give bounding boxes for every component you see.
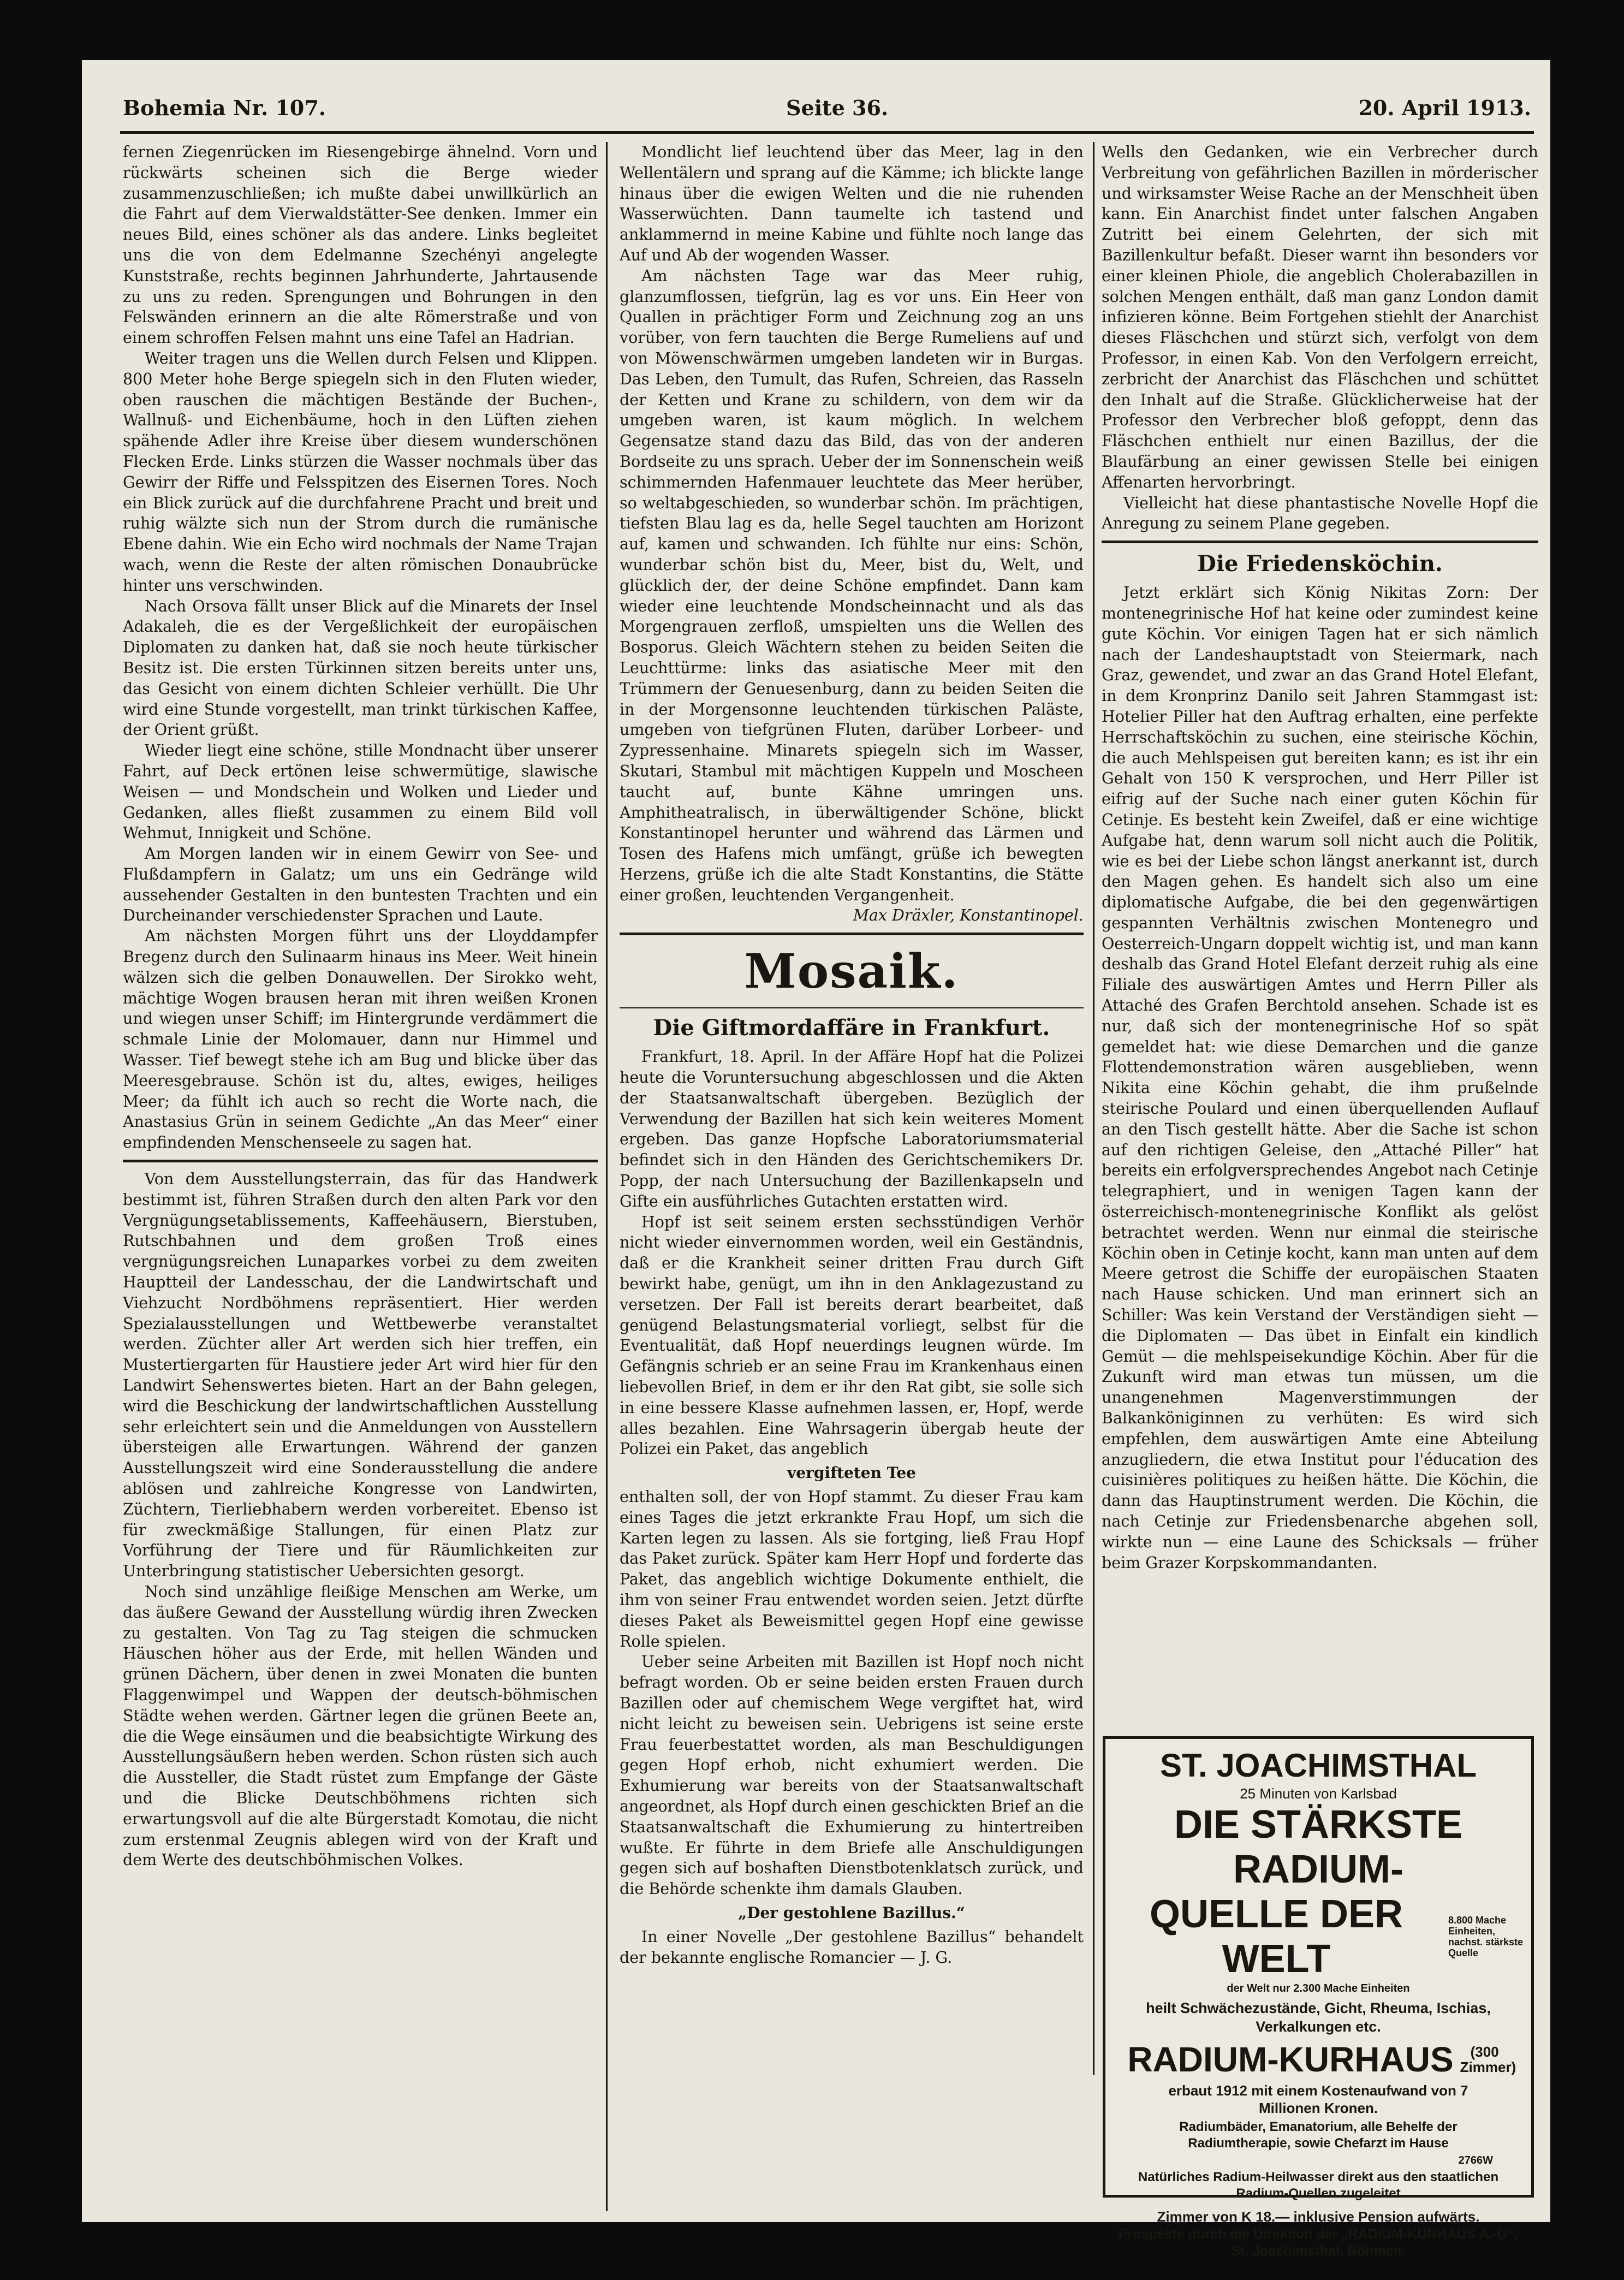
column-2 bbox=[620, 142, 1084, 1968]
ad-text: der Welt nur 2.300 Mache Einheiten bbox=[1227, 1982, 1410, 1994]
paragraph: enthalten soll, der von Hopf stammt. Zu dieser Frau kam eines Tages die jetzt erkrankte Frau Hopf, um sich die Karten legen zu lassen. Als sie fortging, ließ Frau Hopf das Paket zurück. Später kam Herr Hopf und forderte das Paket, das angeblich wichtige Dokumente enthielt, die ihm von seiner Frau entwendet worden seien. Jetzt dürfte dieses Paket als Beweismittel gegen Hopf eine gewisse Rolle spielen. bbox=[620, 1488, 1084, 1650]
header-rule bbox=[120, 131, 1534, 134]
column-rule-2 bbox=[1093, 142, 1094, 2075]
section-heading-mosaik: Mosaik. bbox=[744, 944, 959, 1000]
ad-note: 8.800 Mache Einheiten, nachst. stärkste Quelle bbox=[1448, 1915, 1524, 1958]
article-title: Die Giftmordaffäre in Frankfurt. bbox=[653, 1015, 1050, 1041]
ad-code: 2766W bbox=[1458, 2154, 1493, 2166]
ad-headline-2-row bbox=[1111, 1892, 1526, 1981]
ad-text: Radiumbäder, Emanatorium, alle Behelfe der Radiumtherapie, sowie Chefarzt im Hause bbox=[1179, 2119, 1458, 2151]
paragraph: fernen Ziegenrücken im Riesengebirge ähnelnd. Vorn und rückwärts scheinen sich die Berge wieder zusammenzuschließen; ich mußte dabei unwillkürlich an die Fahrt auf dem Vierwaldstätter-See denken. Immer ein neues Bild, eines schöner als das andere. Links begleitet uns die von dem Edelmanne Szechényi angelegte Kunststraße, rechts beginnen Jahrhunderte, Jahrtausende zu uns zu reden. Sprengungen und Bohrungen in den Felswänden erinnern an die alte Römerstraße und von einem schroffen Felsen mahnt uns eine Tafel an Hadrian. bbox=[123, 143, 598, 347]
paragraph: Von dem Ausstellungsterrain, das für das Handwerk bestimmt ist, führen Straßen durch den alten Park vor den Vergnügungsetablissements, Kaffeehäusern, Bierstuben, Rutschbahnen und dem großen Troß eines vergnügungsreichen Lunaparkes vorbei zu dem zweiten Hauptteil der Landesschau, der die Landwirtschaft und Viehzucht Nordböhmens repräsentiert. Hier werden Spezialausstellungen und Wettbewerbe veranstaltet werden. Züchter aller Art werden sich hier treffen, ein Mustertiergarten für Haustiere jeder Art wird hier für den Landwirt Sehenswertes bieten. Hart an der Bahn gelegen, wird die Beschickung der landwirtschaftlichen Ausstellung sehr erleichtert sein und die Anmeldungen von Ausstellern übersteigen alle Erwartungen. Während der ganzen Ausstellungszeit wird eine Sonderausstellung die andere ablösen und zahlreiche Kongresse von Landwirten, Züchtern, Tierliebhabern werden vorbereitet. Ebenso ist für zweckmäßige Stallungen, für einen Platz zur Vorführung der Tiere und für Räumlichkeiten zur Unterbringung statistischer Uebersichten gesorgt. bbox=[123, 1170, 598, 1581]
paragraph: Ueber seine Arbeiten mit Bazillen ist Hopf noch nicht befragt worden. Ob er seine beiden ersten Frauen durch Bazillen oder auf chemischem Wege vergiftet hat, wird nicht leicht zu beweisen sein. Uebrigens ist seine erste Frau feuerbestattet worden, als man Beschuldigungen gegen Hopf erhob, nicht exhumiert werden. Die Exhumierung war bereits von der Staatsanwaltschaft angeordnet, als Hopf durch einen geschickten Brief an die Staatsanwaltschaft die Exhumierung zu hintertreiben wußte. Er führte in dem Briefe alle Anschuldigungen gegen sich auf boshaften Dienstbotenklatsch zurück, und die Behörde schenkte ihm damals Glauben. bbox=[620, 1653, 1084, 1898]
section-rule bbox=[1102, 541, 1538, 543]
paragraph: Am nächsten Tage war das Meer ruhig, glanzumflossen, tiefgrün, lag es vor uns. Ein Heer von Quallen in prächtiger Form und Zeichnung zog an uns vorüber, von fern tauchten die Berge Rumeliens auf und von Möwenschwärmen umgeben landeten wir in Burgas. Das Leben, den Tumult, das Rufen, Schreien, das Rasseln der Ketten und Krane zu schildern, von dem wir da umgeben waren, ist kaum möglich. In welchem Gegensatze stand dazu das Bild, das von der anderen Bordseite zu uns sprach. Ueber der im Sonnenschein weiß schimmernden Hafenmauer leuchtete das Meer herüber, so weltabgeschieden, so wunderbar schön. Im prächtigen, tiefsten Blau lag es da, helle Segel tauchten am Horizont auf, kamen und schwanden. Ich fühlte nur eins: Schön, wunderbar schön bist du, Meer, bist du, Welt, und glücklich der, der deine Schöne empfindet. Dann kam wieder eine leuchtende Mondscheinnacht und als das Morgengrauen zerfloß, umspielten uns die Wellen des Bosporus. Gleich Wächtern stehen zu beiden Seiten die Leuchttürme: links das asiatische Meer mit den Trümmern der Genuesenburg, dann zu beiden Seiten die in der Morgensonne leuchtenden türkischen Paläste, umgeben von tiefgrünen Fluten, darüber Lorbeer- und Zypressenhaine. Minarets spiegeln sich im Wasser, Skutari, Stambul mit mächtigen Kuppeln und Moscheen taucht auf, bunte Kähne umringen uns. Amphitheatralisch, in überwältigender Schöne, blickt Konstantinopel herunter und während das Lärmen und Tosen des Hafens mich umfängt, grüße ich bewegten Herzens, grüße ich die alte Stadt Konstantins, die Stätte einer großen, leuchtenden Vergangenheit. bbox=[620, 266, 1084, 904]
ad-text: erbaut 1912 mit einem Kostenaufwand von 7 Millionen Kronen. bbox=[1168, 2082, 1468, 2116]
heading-rule bbox=[620, 1007, 1084, 1008]
article-title: Die Friedensköchin. bbox=[1197, 551, 1443, 577]
paragraph: Vielleicht hat diese phantastische Novelle Hopf die Anregung zu seinem Plane gegeben. bbox=[1102, 494, 1538, 533]
section-rule bbox=[620, 933, 1084, 935]
paragraph: In einer Novelle „Der gestohlene Bazillus“ behandelt der bekannte englische Romancier — J. G. bbox=[620, 1927, 1084, 1967]
ad-subtitle: 25 Minuten von Karlsbad bbox=[1240, 1785, 1397, 1802]
header-date: 20. April 1913. bbox=[1358, 96, 1531, 120]
ad-kurhaus-row bbox=[1111, 2039, 1526, 2080]
ad-text: heilt Schwächezustände, Gicht, Rheuma, Ischias, Verkalkungen etc. bbox=[1146, 2000, 1491, 2035]
ad-kurhaus: RADIUM-KURHAUS bbox=[1127, 2040, 1454, 2079]
section-rule bbox=[123, 1160, 598, 1162]
paragraph: Mondlicht lief leuchtend über das Meer, lag in den Wellentälern und sprang auf die Kämme; ich blickte lange hinaus über die ewigen Welten und die nie ruhenden Wasserwüchten. Dann taumelte ich tastend und anklammernd in meine Kabine und fühlte noch lange das Auf und Ab der wogenden Wasser. bbox=[620, 143, 1084, 264]
paragraph: Weiter tragen uns die Wellen durch Felsen und Klippen. 800 Meter hohe Berge spiegeln sich in den Fluten wieder, oben rauschen die mächtigen Bestände der Buchen-, Wallnuß- und Eichenbäume, hoch in den Lüften ziehen spähende Adler ihre Kreise über diesem wunderschönen Flecken Erde. Links stürzen die Wasser nochmals über das Gewirr der Riffe und Felsspitzen des Eisernen Tores. Noch ein Blick zurück auf die durchfahrene Pracht und breit und ruhig wälzte sich nun der Strom durch die rumänische Ebene dahin. Wie ein Echo wird nochmals der Name Trajan wach, wenn die Reste der alten römischen Donaubrücke hinter uns verschwinden. bbox=[123, 349, 598, 595]
advertisement-box bbox=[1103, 1736, 1534, 2259]
column-1 bbox=[123, 142, 598, 1871]
subheading: „Der gestohlene Bazillus.“ bbox=[738, 1903, 965, 1922]
subheading: vergifteten Tee bbox=[787, 1464, 916, 1482]
paragraph: Nach Orsova fällt unser Blick auf die Minarets der Insel Adakaleh, die es der Vergeßlichkeit der europäischen Diplomaten zu danken hat, daß sie noch heute türkischer Besitz ist. Die ersten Türkinnen sitzen bereits unter uns, das Gesicht von einem dichten Schleier verhüllt. Die Uhr wird eine Stunde vorgestellt, man trinkt türkischen Kaffee, der Orient grüßt. bbox=[123, 597, 598, 739]
column-3 bbox=[1102, 142, 1538, 1573]
paragraph: Jetzt erklärt sich König Nikitas Zorn: Der montenegrinische Hof hat keine oder zumindest keine gute Köchin. Vor einigen Tagen hat er sich nämlich nach der Landeshauptstadt von Steiermark, nach Graz, gewendet, und zwar an das Grand Hotel Elefant, in dem Kronprinz Danilo seit Jahren Stammgast ist: Hotelier Piller hat den Auftrag erhalten, eine perfekte Herrschaftsköchin zu suchen, eine steirische Köchin, die auch Mehlspeisen gut bereiten kann; es ist ihr ein Gehalt von 150 K versprochen, und Herr Piller ist eifrig auf der Suche nach einer guten Köchin für Cetinje. Es besteht kein Zweifel, daß er eine wichtige Aufgabe hat, denn warum soll nicht auch die Politik, wie es bei der Liebe schon längst anerkannt ist, durch den Magen gehen. Es handelt sich also um eine diplomatische Aufgabe, die bei den gegenwärtigen gespannten Verhältnis zwischen Montenegro und Oesterreich-Ungarn doppelt wichtig ist, und man kann deshalb das Grand Hotel Elefant derzeit ruhig als eine Filiale des auswärtigen Amtes und Herrn Piller als Attaché des Grafen Berchtold ansehen. Schade ist es nur, daß sich der montenegrinische Hof so spät gemeldet hat: wie diese Demarchen und die ganze Flottendemonstration wären ausgeblieben, wenn Nikita eine Köchin gehabt, die ihm prußelnde steirische Poulard und einen überquellenden Auflauf an den Tisch gestellt hätte. Aber die Sache ist schon auf den richtigen Geleise, den „Attaché Piller“ hat bereits ein erfolgversprechendes Angebot nach Cetinje telegraphiert, und in wenigen Tagen kann der österreichisch-montenegrinische Konflikt als gelöst betrachtet werden. Wenn nur einmal die steirische Köchin oben in Cetinje kocht, kann man unten auf dem Meere getrost die Schiffe der europäischen Staaten nach Hause schicken. Und man erinnert sich an Schiller: Was kein Verstand der Verständigen sieht — die Diplomaten — Das übet in Einfalt ein kindlich Gemüt — die mehlspeisekundige Köchin. Aber für die Zukunft wird man etwas tun müssen, um die unangenehmen Magenverstimmungen der Balkanköniginnen zu verhüten: Es wird sich empfehlen, dem auswärtigen Amte eine Abteilung anzugliedern, die etwa Institut pour l'éducation des cuisinières politiques zu heißen hätte. Die Köchin, die dann das Hauptinstrument werden. Die Köchin, die nach Cetinje zur Friedensbenarche abgehen soll, wirkte nun — eine Laune des Schicksals — früher beim Grazer Korpskommandanten. bbox=[1102, 584, 1538, 1572]
paragraph: Am nächsten Morgen führt uns der Lloyddampfer Bregenz durch den Sulinaarm hinaus ins Meer. Weit hinein wälzen sich die gelben Donauwellen. Der Sirokko weht, mächtige Wogen brausen heran mit ihren weißen Kronen und wiegen unser Schiff; im Hintergrunde verdämmert die schmale Linie der Molomauer, dann nur Himmel und Wasser. Tief bewegt stehe ich am Bug und blicke über das Meeresgebrause. Schön ist du, altes, ewiges, heiliges Meer; da fühlt ich auch so recht die Worte nach, die Anastasius Grün in seinem Gedichte „An das Meer“ einer empfindenden Menschenseele zu sagen hat. bbox=[123, 927, 598, 1152]
newspaper-page bbox=[82, 60, 1550, 2259]
ad-text: Natürliches Radium-Heilwasser direkt aus den staatlichen Radium-Quellen zugeleitet bbox=[1138, 2170, 1499, 2201]
ad-text: Zimmer von K 18.— inklusive Pension aufwärts. bbox=[1157, 2208, 1480, 2225]
header-left: Bohemia Nr. 107. bbox=[123, 96, 326, 120]
author-signature: Max Dräxler, Konstantinopel. bbox=[853, 906, 1084, 925]
paragraph: Wells den Gedanken, wie ein Verbrecher durch Verbreitung von gefährlichen Bazillen in mörderischer und wirksamster Weise Rache an der Menschheit üben kann. Ein Anarchist findet unter falschen Angaben Zutritt bei einem Gelehrten, der sich mit Bazillenkultur befaßt. Dieser warnt ihn besonders vor einer kleinen Phiole, die angeblich Cholerabazillen in solchen Mengen enthält, daß man ganz London damit infizieren könne. Beim Fortgehen stiehlt der Anarchist dieses Fläschchen und stürzt sich, verfolgt von dem Professor, in einen Kab. Von den Verfolgern erreicht, zerbricht der Anarchist das Fläschchen und schüttet den Inhalt auf die Straße. Glücklicherweise hat der Professor den Verbrecher bloß gefoppt, denn das Fläschchen enthielt nur einen Bazillus, der die Blaufärbung an einer gewissen Stelle bei einigen Affenarten hervorbringt. bbox=[1102, 143, 1538, 491]
header-page-number: Seite 36. bbox=[786, 96, 889, 120]
column-rule-1 bbox=[606, 142, 608, 2211]
paragraph: Noch sind unzählige fleißige Menschen am Werke, um das äußere Gewand der Ausstellung würdig ihren Zwecken zu gestalten. Von Tag zu Tag steigen die schmucken Häuschen höher aus der Erde, mit hellen Wänden und grünen Dächern, über denen in zwei Monaten die bunten Flaggenwimpel und Wappen der deutsch-böhmischen Städte wehen werden. Gärtner legen die grünen Beete an, die die Wege einsäumen und die beabsichtigte Wirkung des Ausstellungsäußern heben werden. Schon rüsten sich auch die Aussteller, die Stadt rüstet zum Empfange der Gäste und die Blicke Deutschböhmens richten sich erwartungsvoll auf die alte Bürgerstadt Komotau, die nicht zum erstenmal Zeugnis ablegen wird von der Kraft und dem Werte des deutschböhmischen Volkes. bbox=[123, 1582, 598, 1869]
ad-text: Prospekte durch die Direktion der „RADIUM-KURHAUS A.-G“, St. Joachimsthal, Böhmen. bbox=[1118, 2226, 1519, 2259]
ad-title: ST. JOACHIMSTHAL bbox=[1159, 1747, 1477, 1784]
paragraph: Am Morgen landen wir in einem Gewirr von See- und Flußdampfern in Galatz; um uns ein Gedränge wild aussehender Gestalten in den buntesten Trachten und ein Durcheinander verschiedenster Sprachen und Laute. bbox=[123, 845, 598, 925]
ad-headline-1: DIE STÄRKSTE RADIUM- bbox=[1174, 1803, 1463, 1891]
ad-rooms: (300 Zimmer) bbox=[1460, 2044, 1516, 2075]
ad-headline-2: QUELLE DER WELT bbox=[1149, 1892, 1403, 1981]
paragraph: Hopf ist seit seinem ersten sechsstündigen Verhör nicht wieder einvernommen worden, weil ein Geständnis, daß er die Krankheit seiner dritten Frau durch Gift bewirkt habe, genügt, um ihn in den Anklagezustand zu versetzen. Der Fall ist bereits derart bearbeitet, daß genügend Belastungsmaterial vorliegt, selbst für die Eventualität, daß Hopf neuerdings leugnen würde. Im Gefängnis schrieb er an seine Frau im Krankenhaus einen liebevollen Brief, in dem er ihr den Rat gibt, sie solle sich in eine bessere Klasse aufnehmen lassen, er, Hopf, werde alles bezahlen. Eine Wahrsagerin übergab heute der Polizei ein Paket, das angeblich bbox=[620, 1213, 1084, 1458]
paragraph: Frankfurt, 18. April. In der Affäre Hopf hat die Polizei heute die Voruntersuchung abgeschlossen und die Akten der Staatsanwaltschaft übergeben. Bezüglich der Verwendung der Bazillen hat sich kein weiteres Moment ergeben. Das ganze Hopfsche Laboratoriumsmaterial befindet sich in den Händen des Gerichtschemikers Dr. Popp, der nach Untersuchung der Bazillenkapseln und Gifte ein ausführliches Gutachten erstatten wird. bbox=[620, 1048, 1084, 1210]
paragraph: Wieder liegt eine schöne, stille Mondnacht über unserer Fahrt, auf Deck ertönen leise schwermütige, slawische Weisen — und Mondschein und Wolken und Lieder und Gedanken, alles fließt zusammen zu einem Bild voll Wehmut, Innigkeit und Schöne. bbox=[123, 741, 598, 842]
